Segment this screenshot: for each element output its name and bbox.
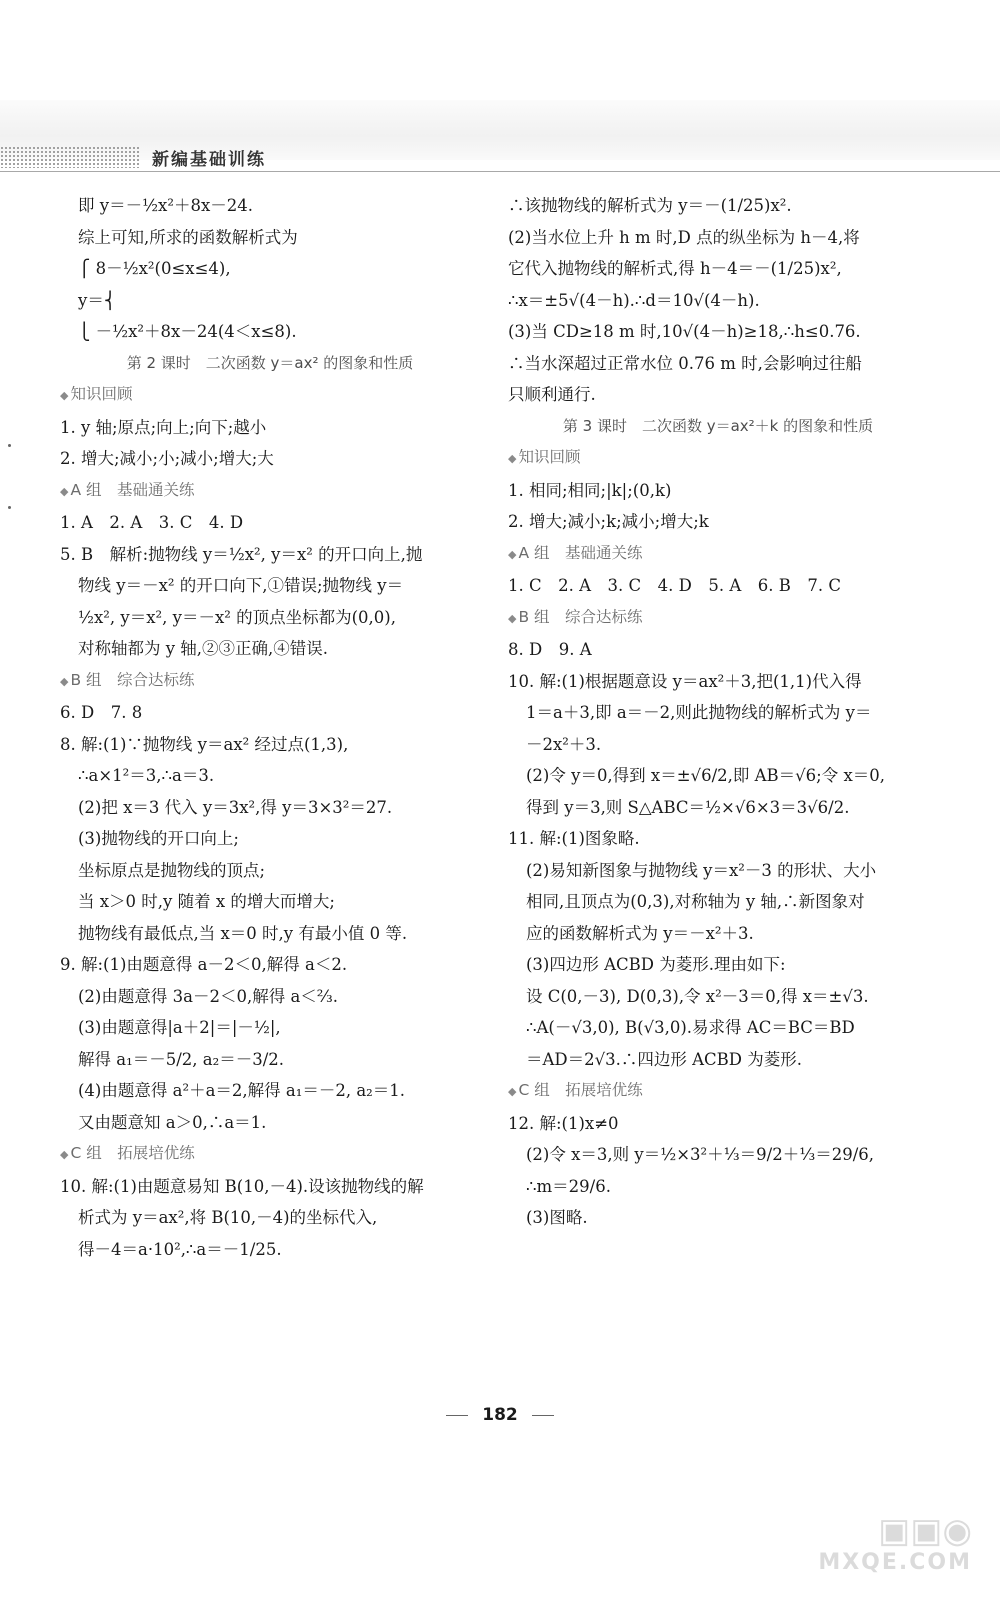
watermark-logo-icon: ▣▣◉: [878, 1511, 972, 1551]
section-heading: ◆ 知识回顾: [60, 385, 133, 403]
text-line: －2x²＋3.: [526, 734, 602, 754]
answer-line: 1. A 2. A 3. C 4. D: [60, 513, 244, 532]
text-line: 相同,且顶点为(0,3),对称轴为 y 轴,∴新图象对: [526, 892, 865, 911]
answer-line: 2. 增大;减小;小;减小;增大;大: [60, 449, 274, 468]
text-line: 又由题意知 a＞0,∴a＝1.: [78, 1112, 267, 1132]
page-number-dash: [532, 1415, 554, 1416]
text-line: (3)由题意得|a＋2|＝|－½|,: [78, 1018, 281, 1037]
text-line: (2)令 y＝0,得到 x＝±√6/2,即 AB＝√6;令 x＝0,: [526, 766, 886, 785]
answer-line: 9. 解:(1)由题意得 a－2＜0,解得 a＜2.: [60, 955, 348, 974]
margin-mark: [8, 506, 11, 509]
diamond-icon: ◆: [508, 1085, 517, 1098]
text-line: 物线 y＝－x² 的开口向下,①错误;抛物线 y＝: [78, 576, 404, 595]
answer-line: 8. D 9. A: [508, 640, 592, 659]
page-header: [0, 140, 1000, 174]
answer-line: 5. B 解析:抛物线 y＝½x², y＝x² 的开口向上,抛: [60, 544, 423, 564]
watermark: [792, 1512, 972, 1582]
section-heading: ◆ A 组 基础通关练: [508, 543, 643, 562]
text-line: (3)抛物线的开口向上;: [78, 829, 239, 848]
text-line: (4)由题意得 a²＋a＝2,解得 a₁＝－2, a₂＝1.: [78, 1081, 406, 1100]
answer-line: 10. 解:(1)由题意易知 B(10,－4).设该抛物线的解: [60, 1176, 424, 1196]
text-line: (2)令 x＝3,则 y＝½×3²＋⅓＝9/2＋⅓＝29/6,: [526, 1145, 874, 1164]
text-line: 应的函数解析式为 y＝－x²＋3.: [526, 923, 754, 943]
diamond-icon: ◆: [60, 1148, 69, 1161]
text-line: (3)当 CD≥18 m 时,10√(4－h)≥18,∴h≤0.76.: [508, 322, 861, 341]
text-line: (2)把 x＝3 代入 y＝3x²,得 y＝3×3²＝27.: [78, 797, 393, 817]
answer-line: 12. 解:(1)x≠0: [508, 1113, 619, 1133]
right-column: [508, 190, 908, 1234]
text-line: 析式为 y＝ax²,将 B(10,－4)的坐标代入,: [78, 1208, 378, 1227]
text-line: (3)四边形 ACBD 为菱形.理由如下:: [526, 955, 786, 974]
text-line: 对称轴都为 y 轴,②③正确,④错误.: [78, 639, 329, 658]
answer-line: 1. 相同;相同;|k|;(0,k): [508, 480, 672, 500]
diamond-icon: ◆: [60, 674, 69, 688]
answer-line: 10. 解:(1)根据题意设 y＝ax²＋3,把(1,1)代入得: [508, 671, 862, 691]
section-heading: ◆ 知识回顾: [508, 448, 581, 466]
diamond-icon: ◆: [508, 452, 517, 465]
text-line: 它代入抛物线的解析式,得 h－4＝－(1/25)x²,: [508, 259, 842, 278]
text-line: ∴当水深超过正常水位 0.76 m 时,会影响过往船: [508, 353, 862, 373]
text-line: 综上可知,所求的函数解析式为: [78, 227, 298, 247]
text-line: (3)图略.: [526, 1208, 588, 1227]
text-line: ⎧ 8－½x²(0≤x≤4),: [78, 259, 231, 278]
text-line: 解得 a₁＝－5/2, a₂＝－3/2.: [78, 1049, 284, 1069]
header-rule: [0, 171, 1000, 172]
page-number-dash: [446, 1415, 468, 1416]
text-line: 即 y＝－½x²＋8x－24.: [78, 196, 254, 215]
diamond-icon: ◆: [60, 484, 69, 498]
section-heading: ◆ C 组 拓展培优练: [60, 1144, 195, 1162]
text-line: 坐标原点是抛物线的顶点;: [78, 860, 266, 880]
text-line: ∴A(－√3,0), B(√3,0).易求得 AC＝BC＝BD: [526, 1018, 855, 1037]
text-line: ∴m＝29/6.: [526, 1176, 611, 1196]
section-heading: ◆ C 组 拓展培优练: [508, 1081, 643, 1099]
text-line: 抛物线有最低点,当 x＝0 时,y 有最小值 0 等.: [78, 923, 408, 943]
text-line: (2)易知新图象与抛物线 y＝x²－3 的形状、大小: [526, 860, 877, 880]
text-line: (2)当水位上升 h m 时,D 点的纵坐标为 h－4,将: [508, 227, 860, 247]
text-line: (2)由题意得 3a－2＜0,解得 a＜⅔.: [78, 986, 339, 1006]
text-line: ∴a×1²＝3,∴a＝3.: [78, 766, 215, 785]
diamond-icon: ◆: [60, 389, 69, 402]
lesson-title: 第 2 课时 二次函数 y＝ax² 的图象和性质: [126, 353, 414, 372]
text-line: y＝⎨: [78, 290, 117, 310]
lesson-title: 第 3 课时 二次函数 y＝ax²＋k 的图象和性质: [562, 416, 874, 435]
answer-line: 1. C 2. A 3. C 4. D 5. A 6. B 7. C: [508, 576, 841, 595]
text-line: 只顺利通行.: [508, 385, 596, 404]
text-line: ＝AD＝2√3.∴四边形 ACBD 为菱形.: [526, 1049, 803, 1069]
diamond-icon: ◆: [508, 611, 517, 625]
text-line: ⎩ －½x²＋8x－24(4＜x≤8).: [78, 322, 297, 341]
watermark-text: MXQE.COM: [818, 1550, 972, 1575]
section-heading: ◆ A 组 基础通关练: [60, 480, 195, 499]
answer-line: 11. 解:(1)图象略.: [508, 829, 640, 848]
book-title: 新编基础训练: [152, 150, 266, 170]
page-number: 182: [0, 1405, 1000, 1425]
text-line: ∴x＝±5√(4－h).∴d＝10√(4－h).: [508, 290, 760, 310]
header-dot-pattern: [0, 146, 140, 168]
text-line: ½x², y＝x², y＝－x² 的顶点坐标都为(0,0),: [78, 607, 396, 627]
text-line: 1＝a＋3,即 a＝－2,则此抛物线的解析式为 y＝: [526, 703, 872, 722]
answer-line: 2. 增大;减小;k;减小;增大;k: [508, 512, 709, 531]
section-heading: ◆ B 组 综合达标练: [60, 670, 195, 689]
text-line: ∴该抛物线的解析式为 y＝－(1/25)x².: [508, 196, 792, 215]
text-line: 得到 y＝3,则 S△ABC＝½×√6×3＝3√6/2.: [526, 797, 850, 817]
section-heading: ◆ B 组 综合达标练: [508, 607, 643, 626]
text-line: 当 x＞0 时,y 随着 x 的增大而增大;: [78, 892, 335, 911]
diamond-icon: ◆: [508, 547, 517, 561]
left-column: [60, 190, 460, 1265]
answer-line: 8. 解:(1)∵抛物线 y＝ax² 经过点(1,3),: [60, 734, 349, 754]
answer-line: 1. y 轴;原点;向上;向下;越小: [60, 417, 267, 437]
answer-line: 6. D 7. 8: [60, 703, 143, 722]
text-line: 设 C(0,－3), D(0,3),令 x²－3＝0,得 x＝±√3.: [526, 986, 869, 1006]
text-line: 得－4＝a·10²,∴a＝－1/25.: [78, 1239, 282, 1259]
margin-mark: [8, 444, 11, 447]
